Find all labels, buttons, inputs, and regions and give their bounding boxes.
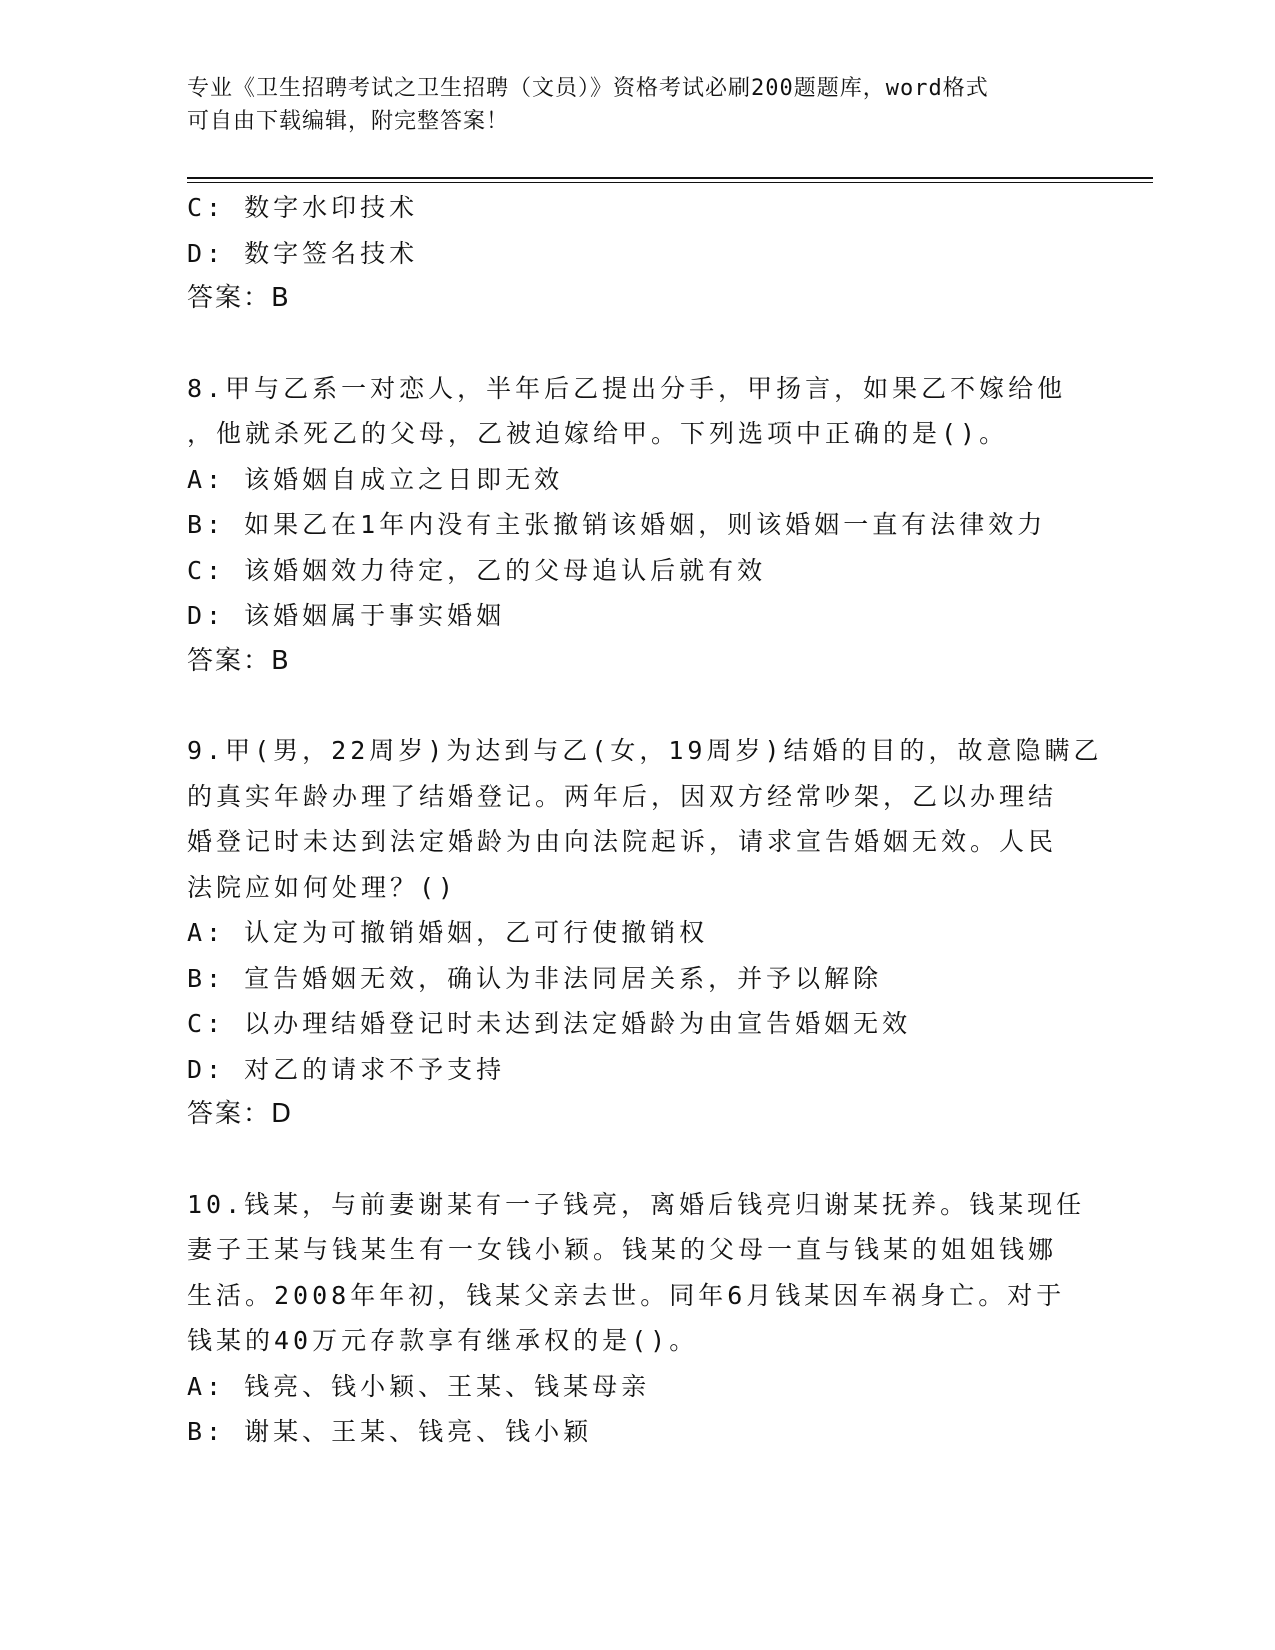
question-9 (187, 728, 1103, 1138)
option-line: C: 该婚姻效力待定，乙的父母追认后就有效 (187, 555, 767, 585)
option-line: B: 谢某、王某、钱亮、钱小颖 (187, 1417, 593, 1446)
question-stem-line: 钱某的40万元存款享有继承权的是()。 (187, 1326, 699, 1355)
option-line: D: 对乙的请求不予支持 (187, 1054, 506, 1084)
question-stem-line: 10.钱某，与前妻谢某有一子钱亮，离婚后钱亮归谢某抚养。钱某现任 (187, 1189, 1086, 1219)
option-line: C: 数字水印技术 (187, 193, 419, 222)
option-line: A: 认定为可撤销婚姻，乙可行使撤销权 (187, 918, 709, 947)
option-line: C: 以办理结婚登记时未达到法定婚龄为由宣告婚姻无效 (187, 1009, 912, 1038)
question-stem-line: 法院应如何处理？() (187, 872, 458, 902)
spacer (187, 684, 1087, 728)
question-stem-line: ，他就杀死乙的父母，乙被迫嫁给甲。下列选项中正确的是()。 (187, 419, 1009, 448)
header-title-line-2: 可自由下载编辑，附完整答案！ (187, 109, 510, 134)
question-stem-line: 的真实年龄办理了结婚登记。两年后，因双方经常吵架，乙以办理结 (187, 781, 1058, 811)
spacer (187, 322, 1087, 366)
question-stem-line: 8.甲与乙系一对恋人，半年后乙提出分手，甲扬言，如果乙不嫁给他 (187, 373, 1067, 403)
question-stem-line: 妻子王某与钱某生有一女钱小颖。钱某的父母一直与钱某的姐姐钱娜 (187, 1235, 1058, 1264)
question-7-tail (187, 185, 1087, 322)
page-header (187, 72, 1067, 138)
option-line: D: 该婚姻属于事实婚姻 (187, 601, 506, 630)
option-line: A: 钱亮、钱小颖、王某、钱某母亲 (187, 1371, 651, 1401)
header-title-line-1: 专业《卫生招聘考试之卫生招聘（文员）》资格考试必刷200题题库，word格式 (187, 76, 989, 101)
answer-line: 答案：B (187, 645, 291, 676)
option-line: B: 宣告婚姻无效，确认为非法同居关系，并予以解除 (187, 963, 883, 993)
header-divider-thick (187, 177, 1153, 179)
question-stem-line: 婚登记时未达到法定婚龄为由向法院起诉，请求宣告婚姻无效。人民 (187, 827, 1058, 856)
option-line: A: 该婚姻自成立之日即无效 (187, 464, 564, 494)
answer-line: 答案：B (187, 283, 291, 313)
spacer (187, 1138, 1087, 1182)
option-line: D: 数字签名技术 (187, 238, 419, 268)
question-8 (187, 366, 1087, 685)
question-stem-line: 生活。2008年年初，钱某父亲去世。同年6月钱某因车祸身亡。对于 (187, 1280, 1066, 1310)
question-stem-line: 9.甲(男，22周岁)为达到与乙(女，19周岁)结婚的目的，故意隐瞒乙 (187, 736, 1103, 765)
option-line: B: 如果乙在1年内没有主张撤销该婚姻，则该婚姻一直有法律效力 (187, 510, 1047, 539)
question-10 (187, 1182, 1087, 1455)
header-divider-thin (187, 182, 1153, 183)
answer-line: 答案：D (187, 1099, 294, 1129)
document-body (187, 185, 1103, 1455)
